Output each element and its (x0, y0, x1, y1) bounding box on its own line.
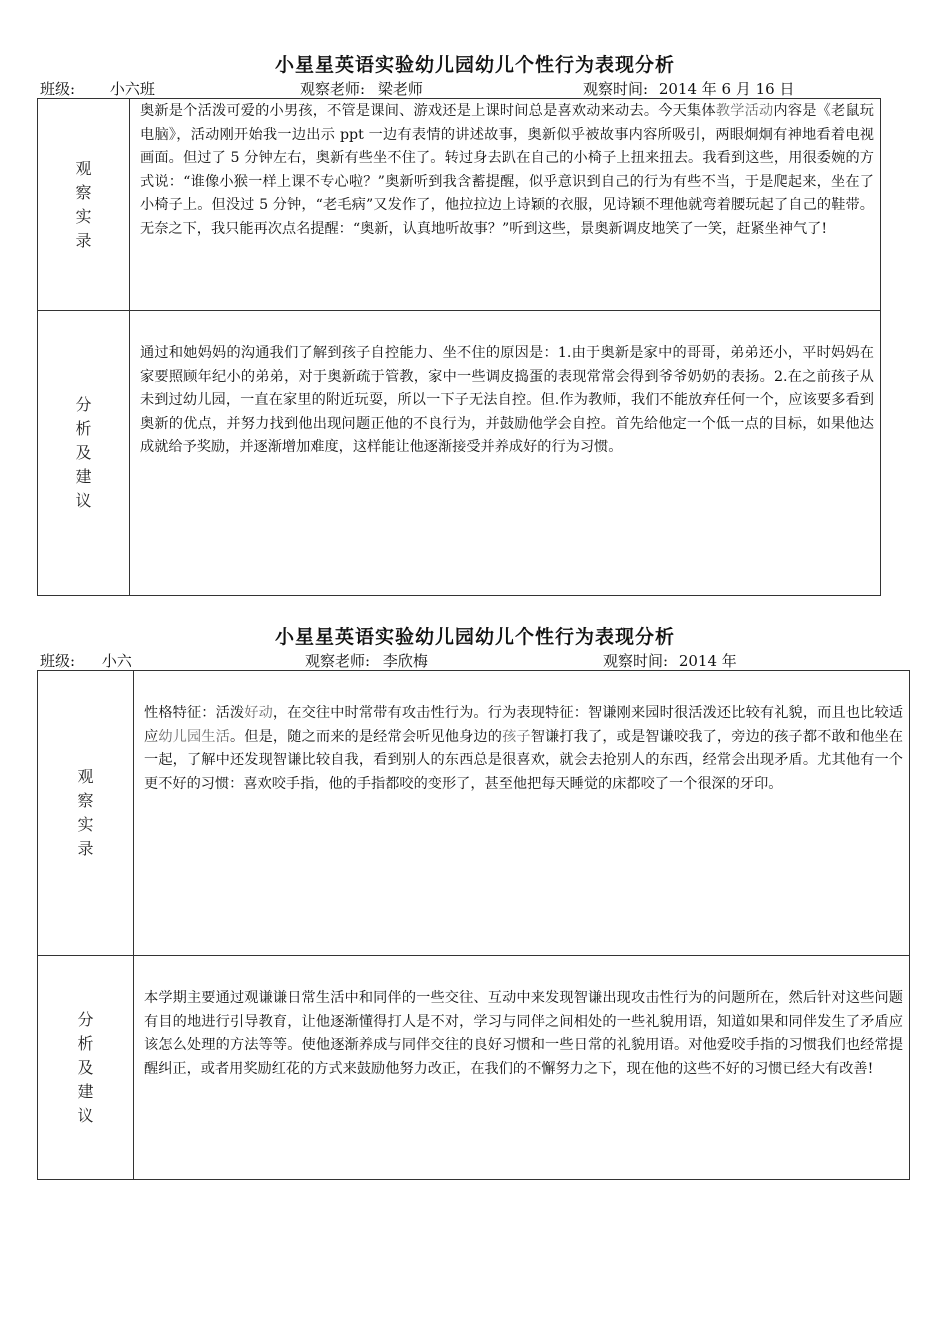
time-value: 2014 年 6 月 16 日 (658, 80, 795, 98)
section-1-time (583, 78, 795, 99)
analysis-text: 本学期主要通过观谦谦日常生活中和同伴的一些交往、互动中来发现智谦出现攻击性行为的问题所在，然后针对这些问题有目的地进行引导教育，让他逐渐懂得打人是不对，学习与同伴之间相处的一些礼貌用语，知道如果和同伴发生了矛盾应该怎么处理的方法等等。使他逐渐养成与同伴交往的良好习惯和一些日常的礼貌用语。对他爱咬手指的习惯我们也经常提醒纠正，或者用奖励红花的方式来鼓励他努力改正，在我们的不懈努力之下，现在他的这些不好的习惯已经大有改善! (144, 990, 903, 1077)
class-label: 班级: (40, 652, 76, 670)
class-value: 小六 (101, 652, 132, 670)
section-1-title: 小星星英语实验幼儿园幼儿个性行为表现分析 (274, 54, 675, 76)
time-value: 2014 年 (678, 652, 737, 670)
observation-cell (134, 671, 910, 956)
observation-row (38, 671, 910, 956)
section-2-record-table (37, 670, 910, 1180)
section-1-class (40, 78, 155, 99)
section-1-teacher (300, 78, 423, 99)
teacher-value: 梁老师 (377, 80, 423, 98)
analysis-label: 分析及建议 (75, 395, 92, 510)
observation-label-cell (38, 99, 130, 311)
observation-text-part: 智谦打我了，或是智谦咬我了，旁边的孩子都不敢和他坐在一起，了解中还发现智谦比较自我，看到别人的东西总是很喜欢，就会去抢别人的东西，经常会出现矛盾。尤其他有一个更不好的习惯：喜欢咬手指，他的手指都咬的变形了，甚至他把每天睡觉的床都咬了一个很深的牙印。 (144, 728, 903, 792)
observation-text-highlight: 教学活动 (715, 103, 774, 119)
observation-label: 观察实录 (77, 767, 94, 858)
observation-text-part: 。但是，随之而来的是经常会听见他身边的 (229, 728, 503, 745)
teacher-label: 观察老师: (300, 80, 366, 98)
teacher-value: 李欣梅 (382, 652, 428, 670)
analysis-label-cell (38, 956, 134, 1180)
observation-text-part: 性格特征：活泼 (144, 705, 245, 721)
section-2-class (40, 650, 132, 671)
analysis-cell (134, 956, 910, 1180)
observation-text-part: ，在交往中时常带有攻击性行为。行为表现特征：智谦刚来园时很活泼还比较有礼貌，而且也比较适应 (144, 705, 903, 745)
observation-text (134, 671, 909, 796)
observation-text-part: 奥新是个活泼可爱的小男孩，不管是课间、游戏还是上课时间总是喜欢动来动去。今天集体 (140, 103, 716, 119)
analysis-row (38, 956, 910, 1180)
section-2-teacher (305, 650, 428, 671)
section-2-time (603, 650, 737, 671)
observation-label-cell (38, 671, 134, 956)
analysis-label-cell (38, 311, 130, 596)
observation-text-highlight: 幼儿园生活 (158, 728, 230, 745)
observation-text-highlight: 孩子 (502, 728, 531, 745)
class-value: 小六班 (109, 80, 155, 98)
section-1-record-table (37, 98, 881, 596)
analysis-row (38, 311, 881, 596)
observation-text-highlight: 好动 (244, 705, 273, 721)
observation-cell (130, 99, 881, 311)
analysis-text: 通过和她妈妈的沟通我们了解到孩子自控能力、坐不住的原因是：1.由于奥新是家中的哥哥，弟弟还小，平时妈妈在家要照顾年纪小的弟弟，对于奥新疏于管教，家中一些调皮捣蛋的表现常常会得到爷爷奶奶的表扬。2.在之前孩子从未到过幼儿园，一直在家里的附近玩耍，所以一下子无法自控。但.作为教师，我们不能放弃任何一个，应该要多看到奥新的优点，并努力找到他出现问题正他的不良行为，并鼓励他学会自控。首先给他定一个低一点的目标，如果他达成就给予奖励，并逐渐增加难度，这样能让他逐渐接受并养成好的行为习惯。 (140, 345, 874, 455)
observation-row (38, 99, 881, 311)
time-label: 观察时间: (583, 80, 649, 98)
section-2-title: 小星星英语实验幼儿园幼儿个性行为表现分析 (274, 626, 675, 648)
analysis-cell (130, 311, 881, 596)
analysis-label: 分析及建议 (77, 1009, 94, 1125)
observation-label: 观察实录 (75, 158, 92, 250)
teacher-label: 观察老师: (305, 652, 371, 670)
observation-text-part: 内容是《老鼠玩电脑》，活动刚开始我一边出示 ppt 一边有表情的讲述故事，奥新似乎被故事内容所吸引，两眼炯炯有神地看着电视画面。但过了 5 分钟左右，奥新有些坐不住了。转过身去趴在自己的小椅子上扭来扭去。我看到这些，用很委婉的方式说：“谁像小猴一样上课不专心啦？”奥新听到我含蓄提醒，似乎意识到自己的行为有些不当，于是爬起来，坐在了小椅子上。但没过 5 分钟，“老毛病”又发作了，他拉拉边上诗颖的衣服，见诗颖不理他就弯着腰玩起了自己的鞋带。无奈之下，我只能再次点名提醒：“奥新，认真地听故事？”听到这些，景奥新调皮地笑了一笑，赶紧坐神气了! (140, 103, 874, 237)
time-label: 观察时间: (603, 652, 669, 670)
observation-text (130, 99, 880, 241)
class-label: 班级: (40, 80, 76, 98)
